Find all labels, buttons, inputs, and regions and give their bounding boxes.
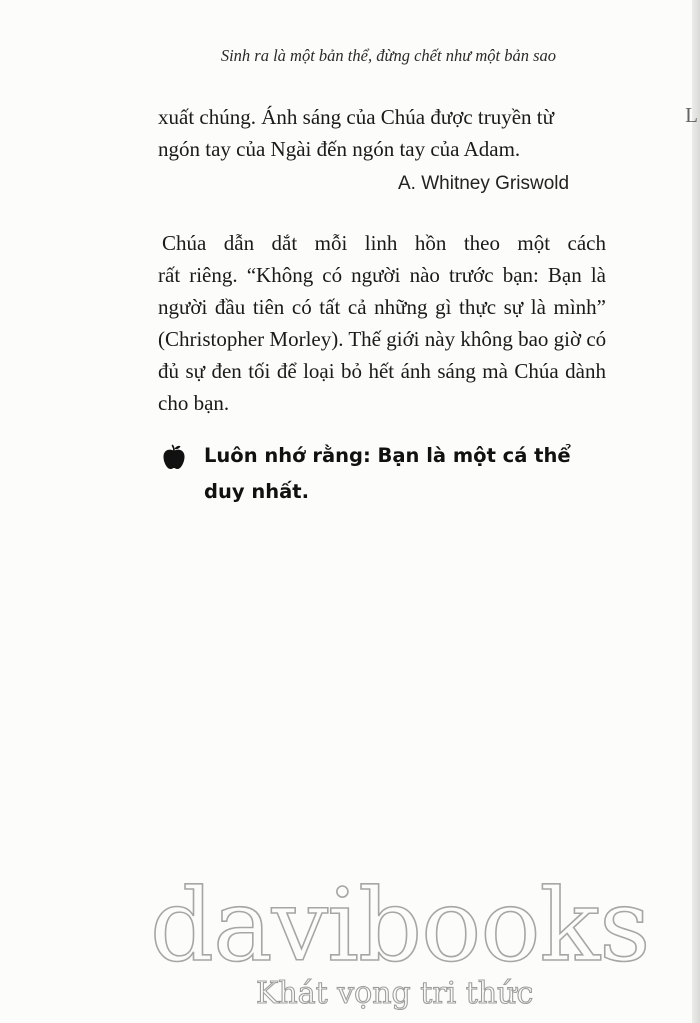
paragraph-line: người đầu tiên có tất cả những gì thực sự là mình” xyxy=(158,295,606,319)
paragraph-line: rất riêng. “Không có người nào trước bạn: Bạn là xyxy=(158,263,606,287)
quote-line: ngón tay của Ngài đến ngón tay của Adam. xyxy=(158,137,521,161)
paragraph-line: cho bạn. xyxy=(158,391,230,415)
paragraph-line: Chúa dẫn dắt mỗi linh hồn theo một cách xyxy=(162,231,606,255)
apple-icon xyxy=(162,444,186,470)
bleed-through-texture xyxy=(160,540,610,800)
quote-line: xuất chúng. Ánh sáng của Chúa được truyền từ xyxy=(158,105,555,129)
page-edge xyxy=(692,0,700,1023)
body-paragraph xyxy=(158,227,606,419)
tip-text xyxy=(204,438,571,510)
paragraph-line: đủ sự đen tối để loại bỏ hết ánh sáng mà Chúa dành xyxy=(158,359,606,383)
tip-line: Luôn nhớ rằng: Bạn là một cá thể xyxy=(204,444,571,467)
watermark-slogan: Khát vọng tri thức xyxy=(256,976,534,1011)
watermark-brand: davibooks xyxy=(150,867,650,984)
paragraph-line: (Christopher Morley). Thế giới này không bao giờ có xyxy=(158,327,607,351)
quote-attribution: A. Whitney Griswold xyxy=(398,173,570,194)
next-page-edge-letter: L xyxy=(685,103,698,127)
quote-text xyxy=(158,101,606,165)
tip-line: duy nhất. xyxy=(204,480,309,503)
running-head: Sinh ra là một bản thể, đừng chết như một bản sao xyxy=(220,46,556,65)
